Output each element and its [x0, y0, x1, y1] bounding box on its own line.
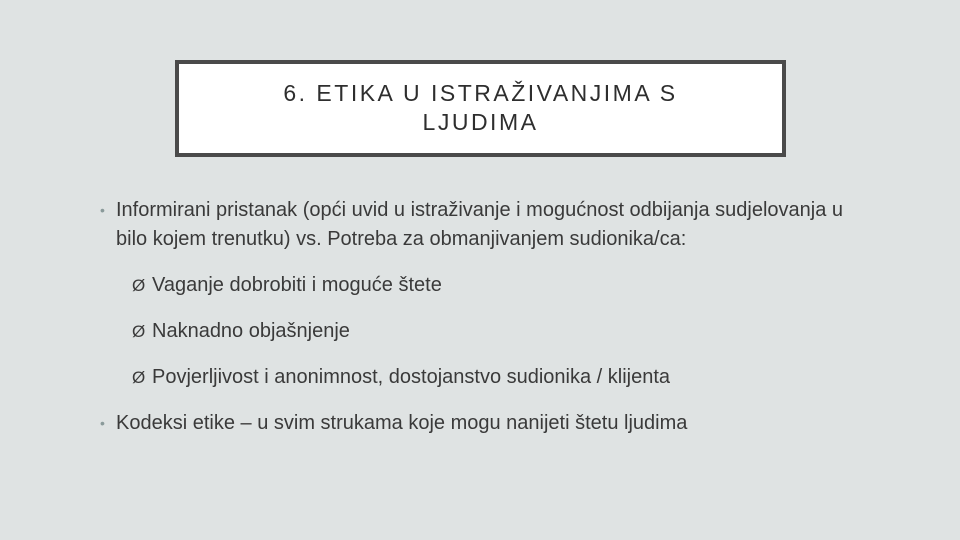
bullet-text: Kodeksi etike – u svim strukama koje mogu nanijeti štetu ljudima	[116, 412, 688, 434]
slide-content	[100, 196, 860, 438]
sub-bullet-text: Naknadno objašnjenje	[152, 320, 350, 342]
bullet-marker: •	[100, 415, 105, 431]
title-box	[175, 60, 786, 157]
arrow-bullet-icon: Ø	[132, 368, 146, 387]
sub-bullet-item	[132, 317, 860, 346]
sub-bullet-list	[132, 271, 860, 392]
arrow-bullet-icon: Ø	[132, 276, 146, 295]
bullet-text: Informirani pristanak (opći uvid u istraživanje i mogućnost odbijanja sudjelovanja u bilo kojem trenutku) vs. Potreba za obmanjivanjem sudionika/ca:	[116, 199, 844, 250]
bullet-item	[100, 409, 860, 438]
sub-bullet-text: Povjerljivost i anonimnost, dostojanstvo sudionika / klijenta	[152, 366, 671, 388]
slide-title: 6. ETIKA U ISTRAŽIVANJIMA S LJUDIMA	[283, 79, 678, 135]
bullet-marker: •	[100, 202, 105, 218]
sub-bullet-text: Vaganje dobrobiti i moguće štete	[152, 274, 442, 296]
bullet-item	[100, 196, 860, 254]
sub-bullet-item	[132, 363, 860, 392]
arrow-bullet-icon: Ø	[132, 322, 146, 341]
sub-bullet-item	[132, 271, 860, 300]
